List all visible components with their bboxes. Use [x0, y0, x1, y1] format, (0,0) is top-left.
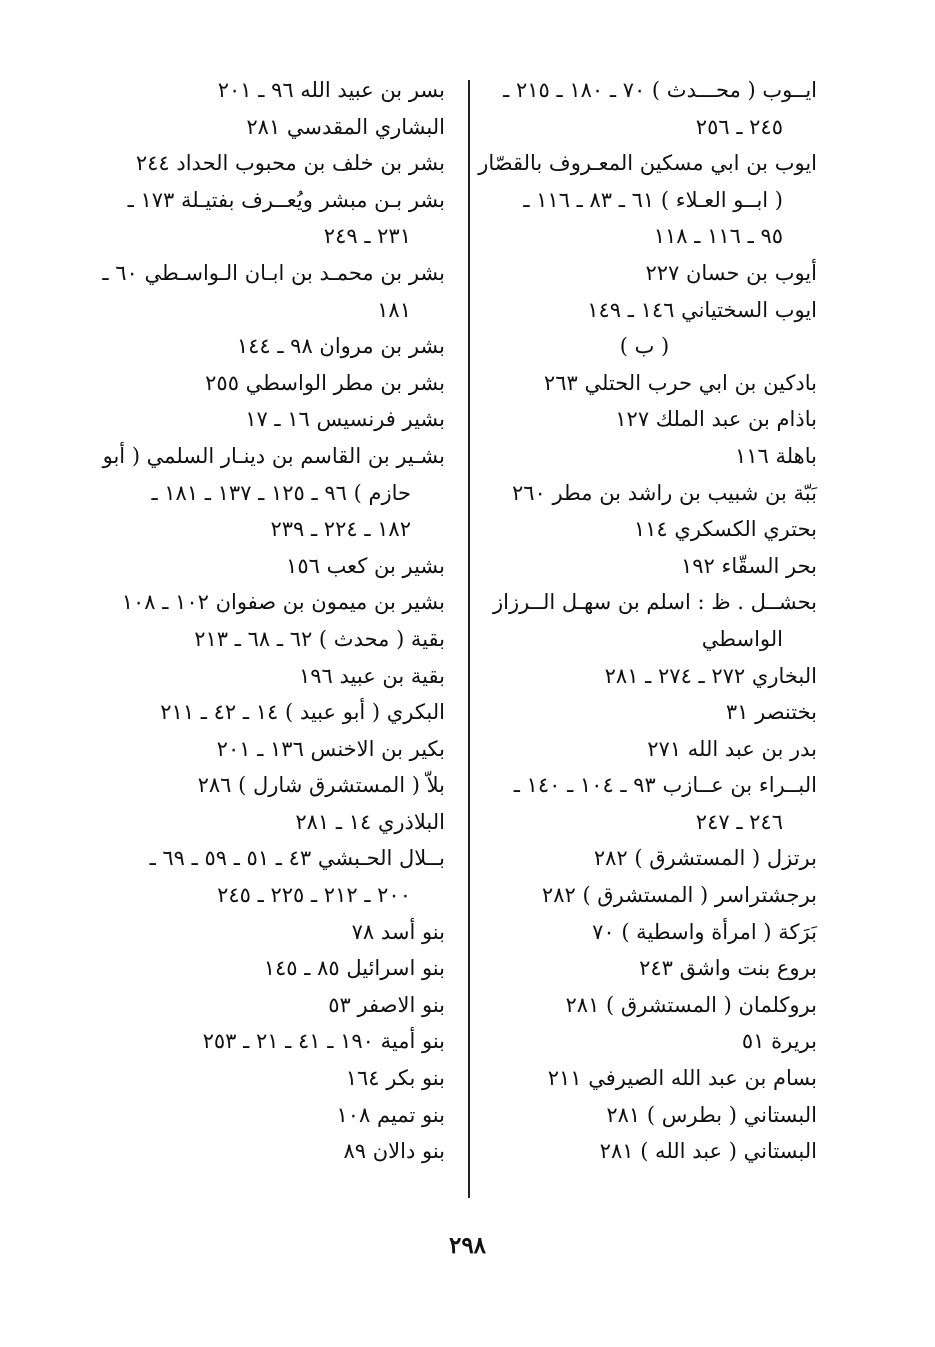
index-entry: الواسطي — [701, 626, 783, 651]
index-entry: ١٨١ — [377, 297, 411, 322]
index-entry: بروع بنت واشق ٢٤٣ — [639, 956, 817, 981]
index-entry: بقية ( محدث ) ٦٢ ـ ٦٨ ـ ٢١٣ — [194, 626, 445, 651]
index-entry: ٢٤٦ ـ ٢٤٧ — [695, 809, 783, 834]
index-entry: بكير بن الاخنس ١٣٦ ـ ٢٠١ — [216, 736, 445, 761]
index-entry: البلاذري ١٤ ـ ٢٨١ — [295, 809, 445, 834]
index-entry: بشر بن مطر الواسطي ٢٥٥ — [205, 370, 445, 395]
index-entry: ايوب بن ابي مسكين المعـروف بالقصّار — [478, 151, 817, 176]
index-entry: بشر بن خلف بن محبوب الحداد ٢٤٤ — [135, 151, 445, 176]
index-entry: بشر بن مروان ٩٨ ـ ١٤٤ — [236, 334, 445, 359]
index-entry: بروكلمان ( المستشرق ) ٢٨١ — [565, 992, 817, 1017]
index-entry: بنو بكر ١٦٤ — [345, 1066, 445, 1091]
index-entry: البشاري المقدسي ٢٨١ — [246, 114, 445, 139]
index-entry: بنو أسد ٧٨ — [351, 919, 445, 944]
index-entry: بدر بن عبد الله ٢٧١ — [647, 736, 817, 761]
index-entry: بلاّ ( المستشرق شارل ) ٢٨٦ — [197, 773, 445, 798]
index-entry: بشر بن محمـد بن ابـان الـواسـطي ٦٠ ـ — [102, 260, 445, 285]
index-entry: بشير بن ميمون بن صفوان ١٠٢ ـ ١٠٨ — [121, 590, 445, 615]
index-entry: ٩٥ ـ ١١٦ ـ ١١٨ — [653, 224, 783, 249]
index-entry: ( ب ) — [619, 334, 670, 359]
index-entry: بحر السقّاء ١٩٢ — [680, 553, 817, 578]
index-entry: البكري ( أبو عبيد ) ١٤ ـ ٤٢ ـ ٢١١ — [160, 700, 445, 725]
index-entry: برتزل ( المستشرق ) ٢٨٢ — [593, 846, 817, 871]
index-entry: ايــوب ( محـــدث ) ٧٠ ـ ١٨٠ ـ ٢١٥ ـ — [503, 78, 817, 102]
index-entry: بَرَكة ( امرأة واسطية ) ٧٠ — [592, 919, 817, 944]
index-entry: بــلال الحـبشي ٤٣ ـ ٥١ ـ ٥٩ ـ ٦٩ ـ — [149, 846, 445, 871]
index-entry: بقية بن عبيد ١٩٦ — [299, 663, 445, 688]
index-entry: ٢٣١ ـ ٢٤٩ — [323, 224, 411, 249]
index-entry: بسام بن عبد الله الصيرفي ٢١١ — [547, 1066, 817, 1091]
index-entry: بنو الاصفر ٥٣ — [328, 992, 445, 1017]
index-entry: ١٨٢ ـ ٢٢٤ ـ ٢٣٩ — [270, 517, 411, 542]
index-entry: البــراء بن عــازب ٩٣ ـ ١٠٤ ـ ١٤٠ ـ — [513, 773, 817, 798]
index-entry: حازم ) ٩٦ ـ ١٢٥ ـ ١٣٧ ـ ١٨١ ـ — [151, 480, 411, 505]
index-entry: بنو تميم ١٠٨ — [336, 1102, 445, 1127]
index-entry: ٢٤٥ ـ ٢٥٦ — [695, 114, 783, 139]
index-entry: بشير فرنسيس ١٦ ـ ١٧ — [245, 407, 445, 432]
index-entry: بشر بـن مبشر ويُعــرف بفتيـلة ١٧٣ ـ — [127, 187, 445, 212]
index-entry: ايوب السختياني ١٤٦ ـ ١٤٩ — [587, 297, 817, 322]
column-divider — [468, 80, 470, 1198]
index-entry: بحشــل . ظ : اسلم بن سهـل الــرزاز — [492, 590, 817, 615]
index-entry: بنو أمية ١٩٠ ـ ٤١ ـ ٢١ ـ ٢٥٣ — [202, 1029, 445, 1054]
index-entry: بريرة ٥١ — [741, 1029, 817, 1054]
index-entry: البستاني ( بطرس ) ٢٨١ — [606, 1102, 817, 1127]
index-entry: ( ابــو العـلاء ) ٦١ ـ ٨٣ ـ ١١٦ ـ — [523, 187, 783, 212]
left-column — [95, 72, 445, 1170]
index-entry: بسر بن عبيد الله ٩٦ ـ ٢٠١ — [217, 78, 445, 102]
index-entry: باذام بن عبد الملك ١٢٧ — [615, 407, 817, 432]
index-entry: بنو اسرائيل ٨٥ ـ ١٤٥ — [263, 956, 445, 981]
index-entry: باهلة ١١٦ — [734, 443, 817, 468]
index-entry: بنو دالان ٨٩ — [343, 1139, 445, 1164]
index-entry: بختنصر ٣١ — [725, 700, 817, 725]
index-entry: بَبّة بن شبيب بن راشد بن مطر ٢٦٠ — [511, 480, 817, 505]
page-number: ٢٩٨ — [448, 1232, 487, 1259]
index-entry: بحتري الكسكري ١١٤ — [633, 517, 817, 542]
index-entry: أيوب بن حسان ٢٢٧ — [645, 260, 817, 285]
index-entry: بشـير بن القاسم بن دينـار السلمي ( أبو — [102, 443, 445, 468]
index-entry: بشير بن كعب ١٥٦ — [286, 553, 445, 578]
index-entry: البخاري ٢٧٢ ـ ٢٧٤ ـ ٢٨١ — [604, 663, 817, 688]
right-column — [472, 72, 817, 1170]
index-entry: بادكين بن ابي حرب الحتلي ٢٦٣ — [543, 370, 817, 395]
index-entry: برجشتراسر ( المستشرق ) ٢٨٢ — [541, 883, 817, 908]
index-entry: البستاني ( عبد الله ) ٢٨١ — [599, 1139, 817, 1164]
index-entry: ٢٠٠ ـ ٢١٢ ـ ٢٢٥ ـ ٢٤٥ — [217, 883, 411, 908]
